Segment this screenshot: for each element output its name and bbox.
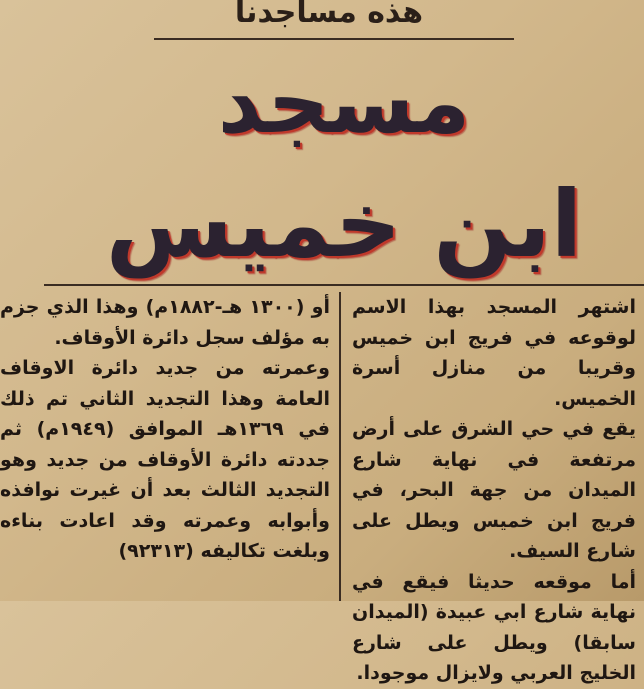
- headline-line-2: ابن خميس: [105, 171, 583, 278]
- right-paragraph-2: يقع في حي الشرق على أرض مرتفعة في نهاية شارع الميدان من جهة البحر، في فريج ابن خميس ويطل على شارع السيف.: [352, 418, 636, 562]
- article-column-left: [0, 292, 331, 601]
- kicker-rule: [154, 38, 514, 40]
- right-paragraph-3: أما موقعه حديثا فيقع في نهاية شارع ابي عبيدة (الميدان سابقا) ويطل على شارع الخليج العربي ولايزال موجودا.: [352, 570, 636, 684]
- section-kicker: هذه مساجدنا: [234, 0, 424, 30]
- right-paragraph-1: اشتهر المسجد بهذا الاسم لوقوعه في فريج ابن خميس وقريبا من منازل أسرة الخميس.: [352, 296, 636, 410]
- left-paragraph-2: وعمرته من جديد دائرة الاوقاف العامة وهذا التجديد الثاني تم ذلك في ١٣٦٩هـ الموافق (١٩٤٩م) ثم جددته دائرة الأوقاف من جديد وهو التجديد الثالث بعد أن غيرت نوافذه وأبوابه وعمرته وقد اعادت بناءه وبلغت تكاليفه (٩٢٣١٣): [0, 357, 330, 562]
- column-divider: [339, 292, 341, 601]
- headline-line-1: مسجد: [217, 53, 471, 153]
- article-column-right: [352, 292, 636, 684]
- left-paragraph-1: أو (١٣٠٠ هـ-١٨٨٢م) وهذا الذي جزم به مؤلف سجل دائرة الأوقاف.: [0, 296, 331, 349]
- headline-divider: [44, 284, 644, 286]
